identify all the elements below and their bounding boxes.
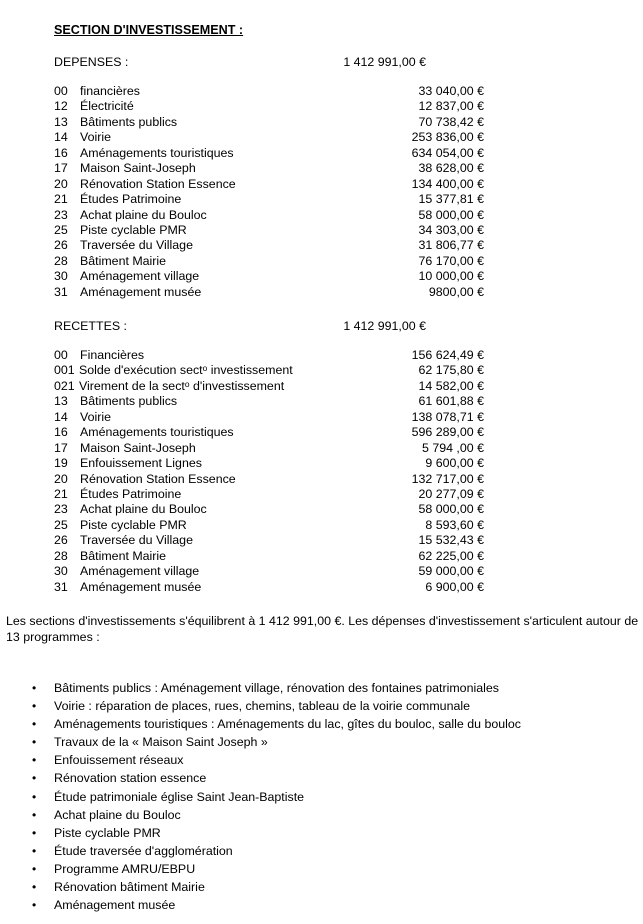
line-label: financières bbox=[80, 84, 140, 98]
depenses-line bbox=[54, 192, 484, 207]
program-label: Bâtiments publics : Aménagement village, rénovation des fontaines patrimoniales bbox=[54, 681, 499, 695]
line-label: Financières bbox=[80, 348, 145, 362]
line-label: Études Patrimoine bbox=[80, 192, 182, 207]
line-code: 13 bbox=[54, 394, 68, 409]
program-item bbox=[32, 679, 521, 697]
recettes-line bbox=[54, 502, 484, 517]
program-item bbox=[32, 842, 521, 860]
program-label: Programme AMRU/EBPU bbox=[54, 861, 196, 876]
line-code: 16 bbox=[54, 425, 68, 440]
program-item bbox=[32, 788, 521, 806]
depenses-line bbox=[54, 114, 484, 130]
depenses-line bbox=[54, 253, 484, 269]
line-label: Solde d'exécution sectᵒ investissement bbox=[79, 363, 293, 378]
depenses-line bbox=[54, 99, 484, 114]
recettes-line bbox=[54, 348, 484, 363]
line-label: Aménagement village bbox=[80, 269, 200, 284]
line-code: 28 bbox=[54, 548, 68, 563]
bullet-icon: • bbox=[32, 717, 37, 732]
line-label: Virement de la sectᵒ d'investissement bbox=[79, 378, 285, 393]
line-amount: 9 600,00 € bbox=[425, 456, 484, 471]
program-item bbox=[32, 806, 521, 824]
line-code: 21 bbox=[54, 192, 68, 207]
recettes-line bbox=[54, 579, 484, 595]
line-amount: 62 225,00 € bbox=[418, 548, 484, 563]
line-amount: 38 628,00 € bbox=[418, 161, 484, 176]
recettes-line bbox=[54, 533, 484, 548]
line-amount: 14 582,00 € bbox=[418, 378, 484, 393]
program-item bbox=[32, 733, 521, 751]
line-amount: 70 738,42 € bbox=[418, 114, 484, 129]
program-item bbox=[32, 860, 521, 878]
line-label: Aménagement musée bbox=[80, 284, 202, 299]
bullet-icon: • bbox=[32, 681, 37, 695]
program-item bbox=[32, 697, 521, 715]
line-code: 19 bbox=[54, 456, 68, 471]
line-label: Bâtiment Mairie bbox=[80, 253, 167, 268]
bullet-icon: • bbox=[32, 880, 37, 895]
line-code: 12 bbox=[54, 99, 68, 114]
depenses-lines bbox=[54, 84, 484, 300]
bullet-icon: • bbox=[32, 843, 37, 858]
bullet-icon: • bbox=[32, 898, 37, 913]
line-label: Études Patrimoine bbox=[80, 486, 182, 501]
line-label: Aménagements touristiques bbox=[80, 145, 234, 160]
line-code: 26 bbox=[54, 533, 68, 548]
bullet-icon: • bbox=[32, 789, 37, 804]
recettes-line bbox=[54, 564, 484, 579]
line-label: Achat plaine du Bouloc bbox=[80, 502, 207, 517]
line-code: 00 bbox=[54, 84, 68, 98]
line-amount: 134 400,00 € bbox=[411, 176, 484, 191]
program-item bbox=[32, 769, 521, 787]
program-label: Aménagement musée bbox=[54, 898, 176, 913]
depenses-line bbox=[54, 238, 484, 253]
line-amount: 138 078,71 € bbox=[411, 409, 484, 424]
line-code: 17 bbox=[54, 161, 68, 176]
line-code: 20 bbox=[54, 471, 68, 486]
program-label: Étude patrimoniale église Saint Jean-Baptiste bbox=[54, 789, 305, 804]
line-amount: 10 000,00 € bbox=[418, 269, 484, 284]
line-amount: 34 303,00 € bbox=[418, 222, 484, 237]
program-item bbox=[32, 751, 521, 769]
line-code: 30 bbox=[54, 269, 68, 284]
line-amount: 156 624,49 € bbox=[411, 348, 484, 362]
line-amount: 6 900,00 € bbox=[425, 579, 484, 594]
summary-paragraph: Les sections d'investissements s'équilibrent à 1 412 991,00 €. Les dépenses d'investissement s'articulent autour de 13 programmes : bbox=[6, 614, 639, 644]
line-label: Rénovation Station Essence bbox=[80, 176, 236, 191]
line-amount: 253 836,00 € bbox=[411, 130, 484, 145]
line-label: Aménagement musée bbox=[80, 579, 202, 594]
line-label: Bâtiments publics bbox=[80, 394, 178, 409]
line-amount: 20 277,09 € bbox=[418, 486, 484, 501]
line-label: Traversée du Village bbox=[80, 238, 193, 253]
recettes-line bbox=[54, 394, 484, 409]
line-amount: 33 040,00 € bbox=[418, 84, 484, 98]
line-amount: 9800,00 € bbox=[428, 284, 484, 299]
depenses-line bbox=[54, 207, 484, 223]
bullet-icon: • bbox=[32, 825, 37, 840]
line-label: Aménagement village bbox=[80, 564, 200, 579]
program-label: Piste cyclable PMR bbox=[54, 825, 161, 840]
line-code: 20 bbox=[54, 176, 68, 191]
line-label: Piste cyclable PMR bbox=[80, 517, 187, 532]
line-label: Achat plaine du Bouloc bbox=[80, 207, 207, 222]
line-amount: 76 170,00 € bbox=[418, 253, 484, 268]
line-code: 17 bbox=[54, 440, 68, 455]
recettes-line bbox=[54, 409, 484, 425]
depenses-title: DEPENSES : bbox=[54, 55, 129, 69]
section-title: SECTION D'INVESTISSEMENT : bbox=[54, 23, 244, 37]
program-item bbox=[32, 715, 521, 733]
bullet-icon: • bbox=[32, 771, 37, 786]
line-amount: 62 175,80 € bbox=[418, 363, 484, 378]
program-label: Travaux de la « Maison Saint Joseph » bbox=[54, 735, 268, 750]
line-label: Maison Saint-Joseph bbox=[80, 440, 196, 455]
depenses-line bbox=[54, 145, 484, 161]
line-code: 31 bbox=[54, 284, 68, 299]
recettes-line bbox=[54, 486, 484, 502]
line-label: Rénovation Station Essence bbox=[80, 471, 236, 486]
line-amount: 31 806,77 € bbox=[418, 238, 484, 253]
line-label: Enfouissement Lignes bbox=[80, 456, 202, 471]
program-label: Enfouissement réseaux bbox=[54, 753, 184, 768]
recettes-total: 1 412 991,00 € bbox=[343, 319, 426, 333]
line-code: 23 bbox=[54, 502, 68, 517]
depenses-line bbox=[54, 130, 484, 145]
line-code: 16 bbox=[54, 145, 68, 160]
line-label: Traversée du Village bbox=[80, 533, 193, 548]
line-amount: 58 000,00 € bbox=[418, 502, 484, 517]
bullet-icon: • bbox=[32, 861, 37, 876]
depenses-line bbox=[54, 84, 484, 99]
line-code: 31 bbox=[54, 579, 68, 594]
bullet-icon: • bbox=[32, 699, 37, 714]
line-label: Électricité bbox=[80, 99, 134, 114]
line-amount: 15 377,81 € bbox=[418, 192, 484, 207]
recettes-line bbox=[54, 378, 484, 394]
line-code: 14 bbox=[54, 409, 68, 424]
program-label: Aménagements touristiques : Aménagements du lac, gîtes du bouloc, salle du bouloc bbox=[54, 717, 521, 732]
bullet-icon: • bbox=[32, 735, 37, 750]
line-amount: 8 593,60 € bbox=[425, 517, 484, 532]
recettes-lines bbox=[54, 348, 484, 595]
line-amount: 132 717,00 € bbox=[411, 471, 484, 486]
program-label: Rénovation station essence bbox=[54, 771, 207, 786]
recettes-line bbox=[54, 456, 484, 471]
line-code: 001 bbox=[54, 363, 75, 378]
line-label: Maison Saint-Joseph bbox=[80, 161, 196, 176]
line-label: Bâtiments publics bbox=[80, 114, 178, 129]
recettes-line bbox=[54, 425, 484, 440]
depenses-total: 1 412 991,00 € bbox=[343, 55, 426, 69]
program-label: Voirie : réparation de places, rues, chemins, tableau de la voirie communale bbox=[54, 699, 470, 714]
line-code: 25 bbox=[54, 222, 68, 237]
bullet-icon: • bbox=[32, 807, 37, 822]
line-code: 30 bbox=[54, 564, 68, 579]
program-label: Achat plaine du Bouloc bbox=[54, 807, 181, 822]
line-label: Voirie bbox=[80, 409, 111, 424]
line-code: 021 bbox=[54, 378, 75, 393]
line-label: Aménagements touristiques bbox=[80, 425, 234, 440]
recettes-line bbox=[54, 517, 484, 533]
line-label: Piste cyclable PMR bbox=[80, 222, 187, 237]
recettes-line bbox=[54, 440, 484, 456]
program-item bbox=[32, 896, 521, 914]
recettes-line bbox=[54, 548, 484, 564]
program-label: Rénovation bâtiment Mairie bbox=[54, 880, 205, 895]
recettes-line bbox=[54, 471, 484, 487]
line-label: Voirie bbox=[80, 130, 111, 145]
line-amount: 61 601,88 € bbox=[418, 394, 484, 409]
line-amount: 58 000,00 € bbox=[418, 207, 484, 222]
line-code: 14 bbox=[54, 130, 68, 145]
line-code: 28 bbox=[54, 253, 68, 268]
line-code: 13 bbox=[54, 114, 68, 129]
bullet-icon: • bbox=[32, 753, 37, 768]
program-item bbox=[32, 824, 521, 842]
line-code: 26 bbox=[54, 238, 68, 253]
recettes-line bbox=[54, 363, 484, 378]
program-item bbox=[32, 878, 521, 896]
line-code: 00 bbox=[54, 348, 68, 362]
line-code: 21 bbox=[54, 486, 68, 501]
depenses-line bbox=[54, 269, 484, 284]
depenses-line bbox=[54, 161, 484, 176]
program-label: Étude traversée d'agglomération bbox=[54, 843, 233, 858]
line-amount: 59 000,00 € bbox=[418, 564, 484, 579]
line-amount: 634 054,00 € bbox=[411, 145, 484, 160]
line-amount: 5 794 ,00 € bbox=[421, 440, 484, 455]
recettes-title: RECETTES : bbox=[54, 319, 127, 333]
line-code: 25 bbox=[54, 517, 68, 532]
program-list bbox=[32, 679, 521, 914]
line-amount: 15 532,43 € bbox=[418, 533, 484, 548]
depenses-line bbox=[54, 284, 484, 300]
line-label: Bâtiment Mairie bbox=[80, 548, 167, 563]
depenses-line bbox=[54, 176, 484, 192]
line-code: 23 bbox=[54, 207, 68, 222]
line-amount: 12 837,00 € bbox=[418, 99, 484, 114]
line-amount: 596 289,00 € bbox=[411, 425, 484, 440]
depenses-line bbox=[54, 222, 484, 238]
